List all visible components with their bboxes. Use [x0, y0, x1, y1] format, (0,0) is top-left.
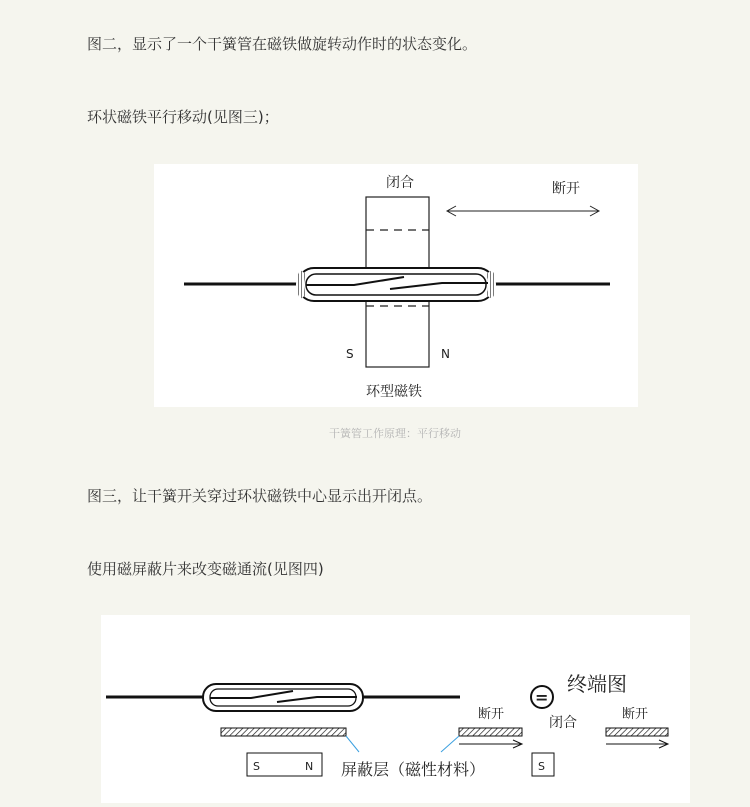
paragraph-shield-heading: 使用磁屏蔽片来改变磁通流(见图四) — [87, 560, 324, 578]
label-shield-layer: 屏蔽层（磁性材料） — [341, 760, 486, 779]
shield-leader-line-left — [346, 736, 359, 752]
paragraph-ring-magnet-heading: 环状磁铁平行移动(见图三)； — [87, 108, 279, 126]
label-n-pole: N — [305, 760, 314, 773]
label-open: 断开 — [552, 181, 580, 197]
ring-magnet-svg — [154, 164, 638, 407]
label-closed: 闭合 — [386, 175, 414, 191]
label-s-pole: S — [253, 760, 260, 773]
shield-plate-1 — [221, 728, 346, 736]
label-s-pole-2: S — [538, 760, 545, 773]
shield-leader-line-right — [441, 736, 459, 752]
label-open-2: 断开 — [622, 707, 649, 722]
equals-sign: = — [535, 688, 549, 707]
label-s-pole: S — [346, 347, 354, 361]
shield-plate-2 — [459, 728, 522, 736]
label-final-diagram: 终端图 — [567, 672, 627, 696]
shield-svg — [101, 615, 690, 803]
label-ring-magnet: 环型磁铁 — [366, 384, 422, 400]
label-open-1: 断开 — [478, 707, 505, 722]
figure-ring-magnet-diagram — [154, 164, 638, 407]
paragraph-figure2-description: 图二，显示了一个干簧管在磁铁做旋转动作时的状态变化。 — [87, 35, 478, 53]
label-closed: 闭合 — [549, 715, 577, 731]
label-n-pole: N — [441, 347, 450, 361]
shield-plate-3 — [606, 728, 668, 736]
paragraph-figure3-description: 图三，让干簧开关穿过环状磁铁中心显示出开闭点。 — [87, 487, 433, 505]
figure-shield-diagram — [101, 615, 690, 803]
figure-caption: 干簧管工作原理：平行移动 — [329, 427, 461, 440]
